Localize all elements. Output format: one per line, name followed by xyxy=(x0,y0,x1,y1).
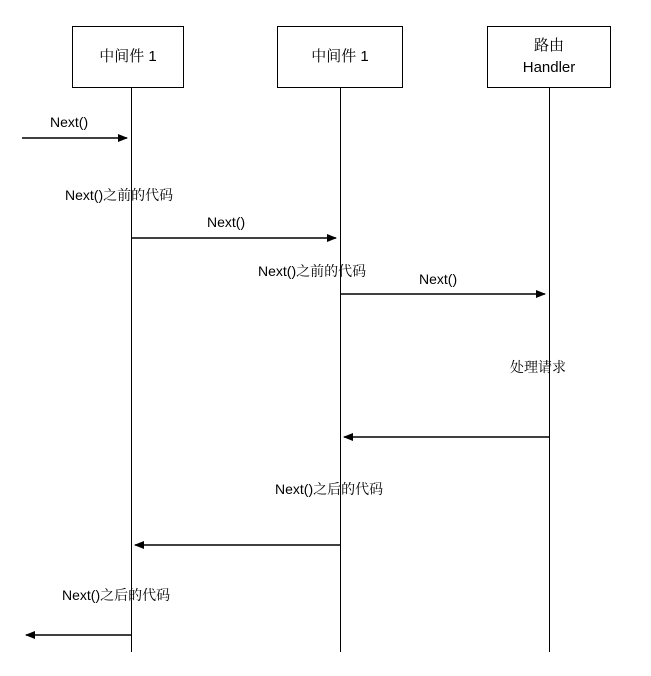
note-handle-request: 处理请求 xyxy=(510,359,566,375)
lane-header-middleware-1[interactable] xyxy=(72,26,184,88)
lifeline-middleware-1 xyxy=(131,88,132,652)
message-label-next-mw1-mw2: Next() xyxy=(207,214,246,230)
lane-title-line1: 路由 xyxy=(533,36,564,54)
note-after-next-mw1: Next()之后的代码 xyxy=(62,587,171,603)
lifeline-middleware-2 xyxy=(340,88,341,652)
message-label-next-in: Next() xyxy=(50,114,89,130)
lane-title-line1: 中间件 1 xyxy=(99,47,157,65)
lane-header-middleware-2[interactable] xyxy=(277,26,403,88)
note-after-next-mw2: Next()之后的代码 xyxy=(275,481,384,497)
message-label-next-mw2-handler: Next() xyxy=(419,271,458,287)
lane-header-route-handler[interactable] xyxy=(487,26,611,88)
note-before-next-mw2: Next()之前的代码 xyxy=(258,263,367,279)
note-before-next-mw1: Next()之前的代码 xyxy=(65,187,174,203)
lane-title-line2: Handler xyxy=(522,59,576,76)
lane-title-line1: 中间件 1 xyxy=(311,47,369,65)
